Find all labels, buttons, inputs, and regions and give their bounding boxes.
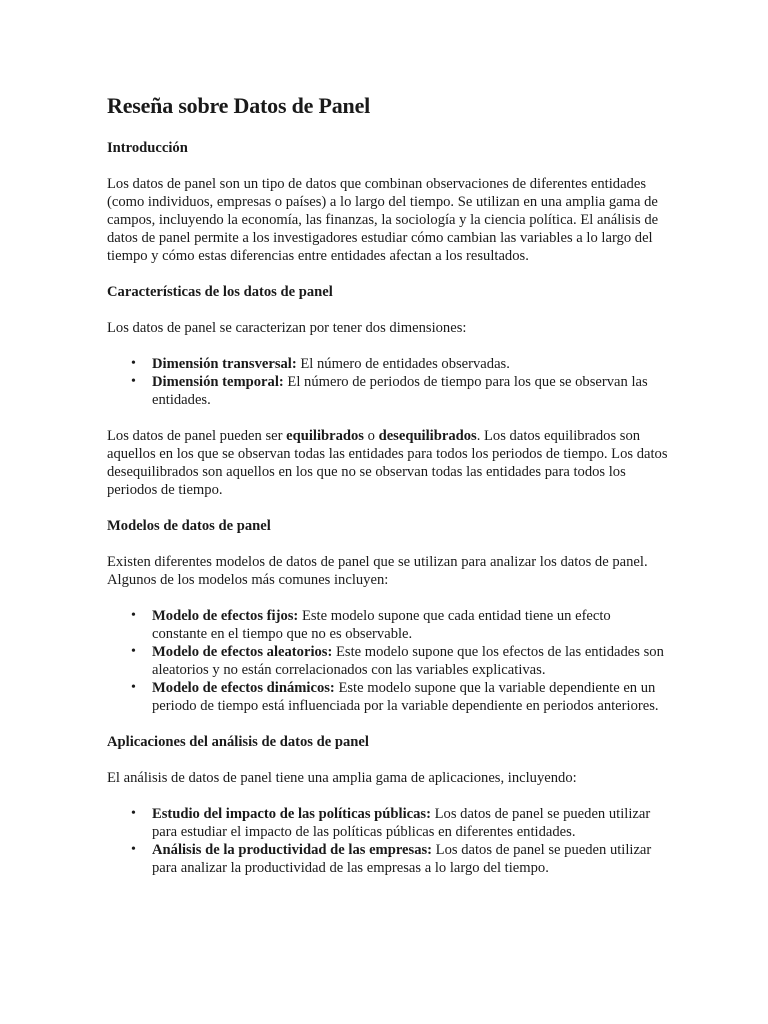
list-item	[131, 679, 668, 715]
balanced-text-1: Los datos de panel pueden ser	[107, 428, 287, 444]
intro-paragraph: Los datos de panel son un tipo de datos que combinan observaciones de diferentes entidades (como individuos, empresas o países) a lo largo del tiempo. Se utilizan en una amplia gama de campos, incluyendo la economía, las finanzas, la sociología y la ciencia política. El análisis de datos de panel permite a los investigadores estudiar cómo cambian las variables a lo largo del tiempo y cómo estas diferencias entre entidades afectan a los resultados.	[107, 176, 659, 264]
list-item	[131, 373, 668, 409]
list-item-term: Estudio del impacto de las políticas públicas:	[152, 806, 431, 822]
bullet-icon: •	[131, 806, 136, 821]
unbalanced-term: desequilibrados	[378, 428, 477, 444]
list-item	[131, 841, 668, 877]
list-item-term: Análisis de la productividad de las empresas:	[152, 842, 433, 858]
characteristics-list	[107, 355, 668, 409]
bullet-icon: •	[131, 644, 136, 659]
bullet-icon: •	[131, 680, 136, 695]
list-item	[131, 643, 668, 679]
list-item-term: Dimensión temporal:	[152, 374, 284, 390]
list-item-term: Modelo de efectos dinámicos:	[152, 680, 335, 696]
list-item-text: Este modelo supone que cada entidad tiene un efecto constante en el tiempo que no es observable.	[152, 608, 611, 642]
bullet-icon: •	[131, 608, 136, 623]
intro-heading: Introducción	[107, 140, 188, 156]
list-item-term: Modelo de efectos aleatorios:	[152, 644, 333, 660]
list-item	[131, 355, 668, 373]
page-title: Reseña sobre Datos de Panel	[107, 93, 371, 118]
bullet-icon: •	[131, 842, 136, 857]
applications-heading: Aplicaciones del análisis de datos de panel	[107, 734, 369, 750]
list-item	[131, 607, 668, 643]
balanced-term: equilibrados	[286, 428, 364, 444]
characteristics-heading: Características de los datos de panel	[107, 284, 333, 300]
bullet-icon: •	[131, 356, 136, 371]
balanced-paragraph	[107, 427, 668, 499]
list-item-text: El número de entidades observadas.	[296, 356, 510, 372]
list-item-text: Los datos de panel se pueden utilizar para estudiar el impacto de las políticas públicas en diferentes entidades.	[152, 806, 651, 840]
applications-paragraph: El análisis de datos de panel tiene una amplia gama de aplicaciones, incluyendo:	[107, 770, 577, 786]
models-paragraph: Existen diferentes modelos de datos de panel que se utilizan para analizar los datos de panel. Algunos de los modelos más comunes incluyen:	[107, 554, 648, 588]
list-item-term: Dimensión transversal:	[152, 356, 297, 372]
balanced-text-2: o	[363, 428, 379, 444]
applications-list	[107, 805, 668, 877]
bullet-icon: •	[131, 374, 136, 389]
list-item-text: Los datos de panel se pueden utilizar para analizar la productividad de las empresas a lo largo del tiempo.	[152, 842, 652, 876]
list-item-text: Este modelo supone que los efectos de las entidades son aleatorios y no están correlacionados con las variables explicativas.	[152, 644, 664, 678]
list-item-text: Este modelo supone que la variable dependiente en un periodo de tiempo está influenciada por la variable dependiente en periodos anteriores.	[152, 680, 659, 714]
list-item-text: El número de periodos de tiempo para los que se observan las entidades.	[152, 374, 648, 408]
balanced-text-3: . Los datos equilibrados son aquellos en los que se observan todas las entidades para todos los periodos de tiempo. Los datos desequilibrados son aquellos en los que no se observan todas las entidades para todos los periodos de tiempo.	[107, 428, 668, 498]
list-item-term: Modelo de efectos fijos:	[152, 608, 299, 624]
models-heading: Modelos de datos de panel	[107, 518, 271, 534]
characteristics-paragraph: Los datos de panel se caracterizan por tener dos dimensiones:	[107, 320, 467, 336]
list-item	[131, 805, 668, 841]
models-list	[107, 607, 668, 715]
